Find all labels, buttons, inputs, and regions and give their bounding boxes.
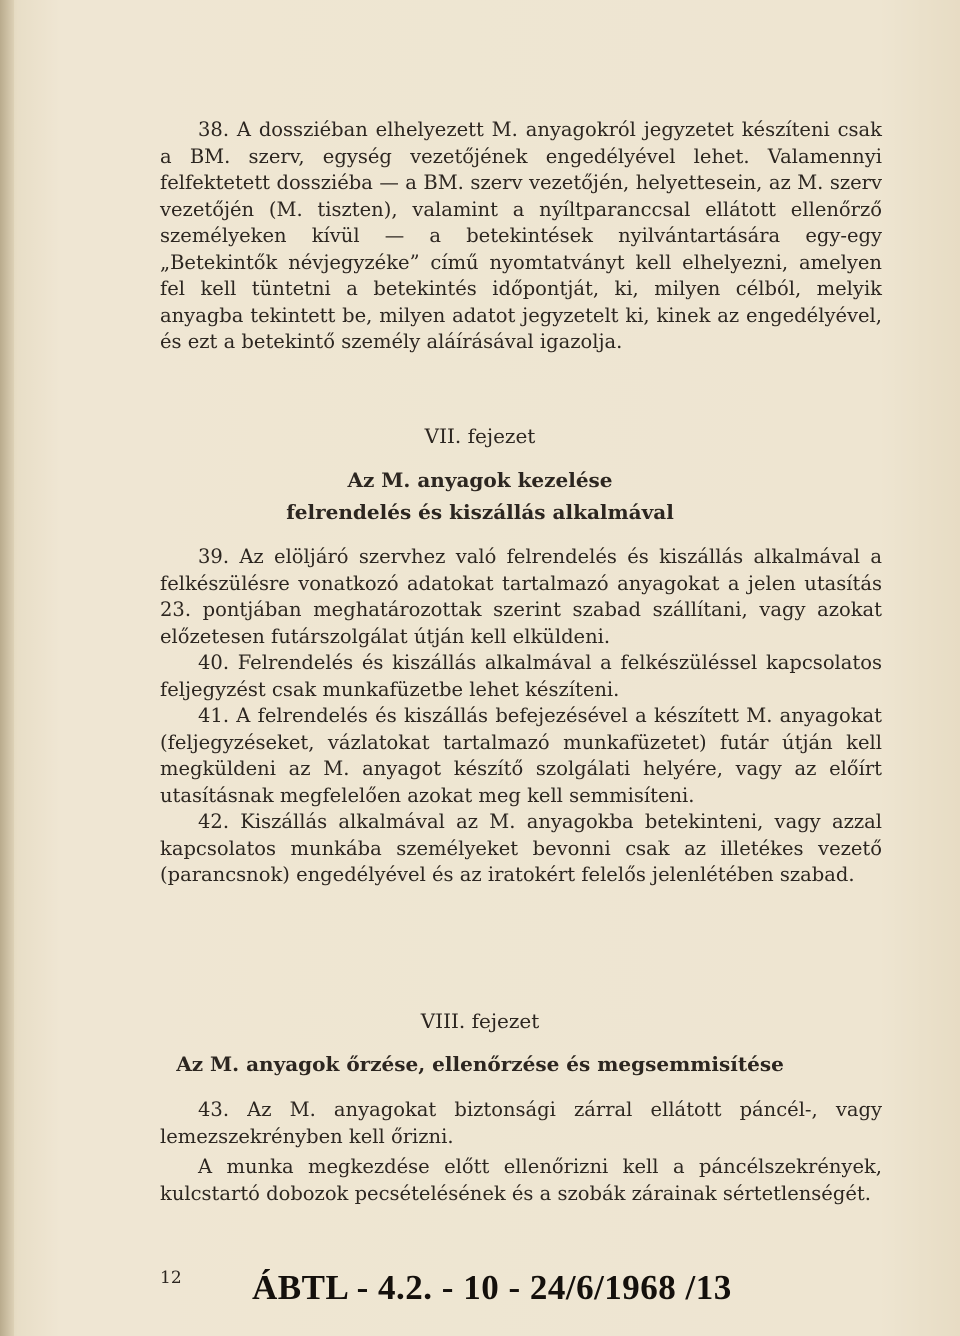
chapter-7-title-line-2: felrendelés és kiszállás alkalmával (286, 500, 674, 524)
paragraph-41: 41. A felrendelés és kiszállás befejezésével a készített M. anyagokat (feljegyzéseket, vázlatokat tartalmazó munkafüzetet) futár útján kell megküldeni az M. anyagot készítő szolgálati helyére, vagy az előírt utasításnak megfelelően azokat meg kell semmisíteni. (160, 704, 882, 807)
paragraph-42: 42. Kiszállás alkalmával az M. anyagokba betekinteni, vagy azzal kapcsolatos munkába személyeket bevonni csak az illetékes vezető (parancsnok) engedélyével és az iratokért felelős jelenlétében szabad. (160, 810, 882, 886)
chapter-7-title-line-1: Az M. anyagok kezelése (347, 468, 613, 492)
chapter-7-body (160, 544, 882, 889)
chapter-8-body (160, 1097, 882, 1207)
paragraph-43: 43. Az M. anyagokat biztonsági zárral ellátott páncél-, vagy lemezszekrényben kell őrizni. (160, 1098, 882, 1148)
paragraph-43-continued: A munka megkezdése előtt ellenőrizni kell a páncélszekrények, kulcstartó dobozok pecsételésének és a szobák zárainak sértetlenségét. (160, 1155, 882, 1205)
binding-edge (0, 0, 14, 1336)
chapter-8-title: Az M. anyagok őrzése, ellenőrzése és megsemmisítése (176, 1052, 784, 1076)
archive-reference-stamp: ÁBTL - 4.2. - 10 - 24/6/1968 /13 (252, 1268, 732, 1307)
chapter-7-label: VII. fejezet (424, 424, 536, 448)
paragraph-40: 40. Felrendelés és kiszállás alkalmával a felkészüléssel kapcsolatos feljegyzést csak munkafüzetbe lehet készíteni. (160, 651, 882, 701)
paragraph-38-block (160, 117, 882, 356)
page-number: 12 (160, 1268, 182, 1288)
paragraph-39: 39. Az elöljáró szervhez való felrendelés és kiszállás alkalmával a felkészülésre vonatkozó adatokat tartalmazó anyagokat a jelen utasítás 23. pontjában meghatározottak szerint szabad szállítani, vagy azokat előzetesen futárszolgálat útján kell elküldeni. (160, 545, 882, 648)
chapter-8-label: VIII. fejezet (420, 1009, 540, 1033)
paragraph-38: 38. A dossziéban elhelyezett M. anyagokról jegyzetet készíteni csak a BM. szerv, egység vezetőjének engedélyével lehet. Valamennyi felfektetett dossziéba — a BM. szerv vezetőjén, helyettesein, az M. szerv vezetőjén (M. tiszten), valamint a nyíltparanccsal ellátott ellenőrző személyeken kívül — a betekintések nyilvántartására egy-egy „Betekintők névjegyzéke” című nyomtatványt kell elhelyezni, amelyen fel kell tüntetni a betekintés időpontját, ki, milyen célból, melyik anyagba tekintett be, milyen adatot jegyzetelt ki, kinek az engedélyével, és ezt a betekintő személy aláírásával igazolja. (160, 118, 882, 353)
